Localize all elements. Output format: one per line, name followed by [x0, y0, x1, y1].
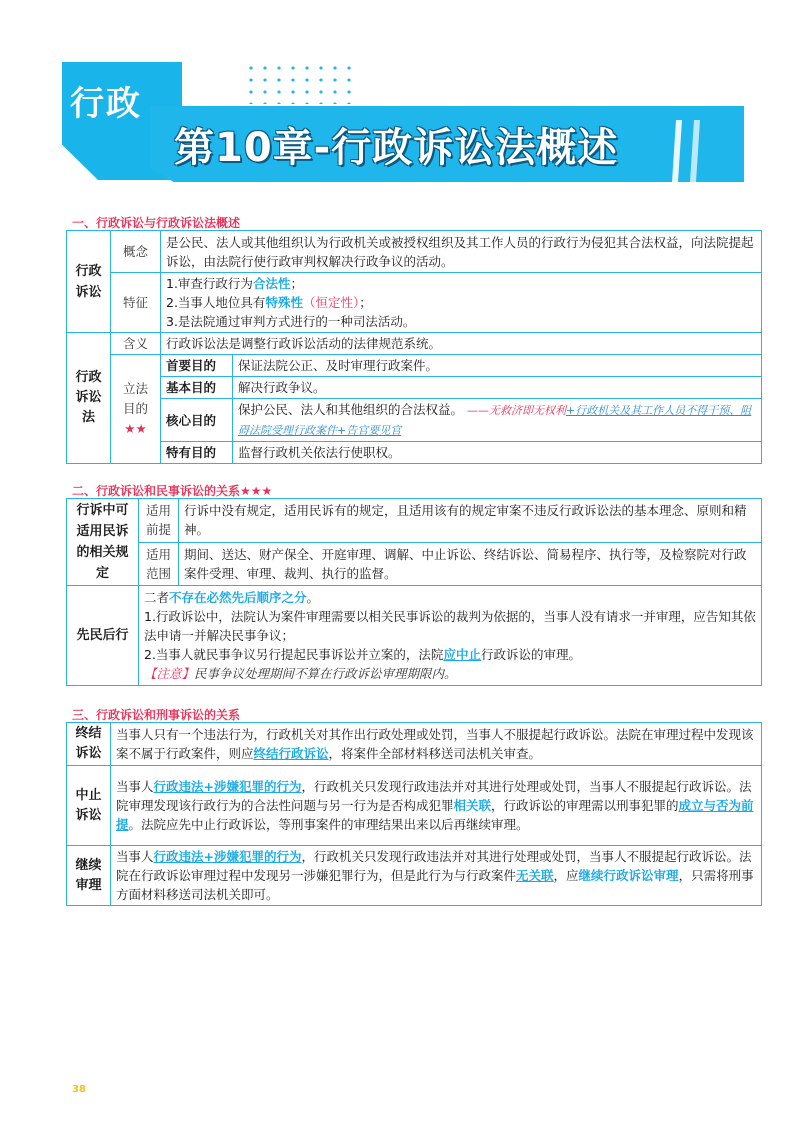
table-row — [67, 542, 762, 586]
feature-list: 1.审查行政行为合法性； 2.当事人地位具有特殊性（恒定性）； 3.是法院通过审判方式进行的一种司法活动。 — [161, 273, 762, 333]
group-head: 行政 诉讼 法 — [67, 333, 111, 464]
purpose-label: 首要目的 — [161, 355, 233, 377]
section1-title: 一、行政诉讼与行政诉讼法概述 — [72, 216, 241, 230]
group-head: 行政诉讼 — [67, 231, 111, 333]
handwritten-note: +行政机关及其工作人员不得干预、阻碍法院受理行政案件+告官要见官 — [238, 404, 752, 437]
section2-title: 二、行政诉讼和民事诉讼的关系★★★ — [72, 484, 273, 498]
table-row — [67, 442, 762, 464]
purpose-label: 特有目的 — [161, 442, 233, 464]
purpose-text: 监督行政机关依法行使职权。 — [233, 442, 762, 464]
purpose-text: 解决行政争议。 — [233, 377, 762, 399]
chapter-banner — [62, 62, 742, 182]
table-row — [67, 723, 762, 766]
group-head: 先民后行 — [67, 586, 139, 686]
concept-text: 是公民、法人或其他组织认为行政机关或被授权组织及其工作人员的行政行为侵犯其合法权益，向法院提起诉讼，由法院行使行政审判权解决行政争议的活动。 — [161, 231, 762, 273]
importance-stars: ★★ — [124, 421, 147, 436]
subject-tag: 行政 — [70, 84, 142, 124]
scope-text: 期间、送达、财产保全、开庭审理、调解、中止诉讼、终结诉讼、简易程序、执行等，及检察院对行政案件受理、审理、裁判、执行的监督。 — [179, 542, 762, 586]
continue-content: 当事人行政违法+涉嫌犯罪的行为，行政机关只发现行政违法并对其进行处理或处罚，当事人不服提起行政诉讼。法院在行政诉讼审理过程中发现另一涉嫌犯罪行为，但是此行为与行政案件无关联，应继续行政诉讼审理，只需将刑事方面材料移送司法机关即可。 — [111, 846, 762, 906]
handwritten-note: ——无救济即无权利 — [467, 404, 566, 417]
table-row — [67, 333, 762, 355]
group-head: 继续 审理 — [67, 846, 111, 906]
table-row — [67, 273, 762, 333]
section3-title: 三、行政诉讼和刑事诉讼的关系 — [72, 708, 241, 722]
table-row — [67, 377, 762, 399]
importance-stars: ★★★ — [240, 484, 273, 498]
table-row — [67, 355, 762, 377]
group-head: 终结 诉讼 — [67, 723, 111, 766]
meaning-text: 行政诉讼法是调整行政诉讼活动的法律规范系统。 — [161, 333, 762, 355]
row-label: 立法 目的 ★★ — [111, 355, 161, 464]
purpose-label: 基本目的 — [161, 377, 233, 399]
row-label: 适用前提 — [139, 499, 179, 543]
stop-content: 当事人行政违法+涉嫌犯罪的行为，行政机关只发现行政违法并对其进行处理或处罚，当事人不服提起行政诉讼。法院审理发现该行政行为的合法性问题与另一行为是否构成犯罪相关联，行政诉讼的审理需以刑事犯罪的成立与否为前提。法院应先中止行政诉讼，等刑事案件的审理结果出来以后再继续审理。 — [111, 766, 762, 846]
table-row — [67, 846, 762, 906]
order-content: 二者不存在必然先后顺序之分。 1.行政诉讼中，法院认为案件审理需要以相关民事诉讼的裁判为依据的，当事人没有请求一并审理，应告知其依法申请一并解决民事争议； 2.当事人就民事争议另行提起民事诉讼并立案的，法院应中止行政诉讼的审理。 【注意】民事争议处理期间不算在行政诉讼审理期限内。 — [139, 586, 762, 686]
purpose-label: 核心目的 — [161, 399, 233, 442]
row-label: 含义 — [111, 333, 161, 355]
table-row — [67, 399, 762, 442]
banner-dots-decoration — [244, 62, 354, 104]
table-row — [67, 766, 762, 846]
group-head: 中止 诉讼 — [67, 766, 111, 846]
group-head: 行诉中可适用民诉的相关规定 — [67, 499, 139, 586]
purpose-text: 保证法院公正、及时审理行政案件。 — [233, 355, 762, 377]
section2-table — [66, 498, 762, 686]
table-row — [67, 586, 762, 686]
table-row — [67, 231, 762, 273]
note: 【注意】民事争议处理期间不算在行政诉讼审理期限内。 — [144, 666, 457, 681]
table-row — [67, 499, 762, 543]
row-label: 概念 — [111, 231, 161, 273]
purpose-text: 保护公民、法人和其他组织的合法权益。 ——无救济即无权利+行政机关及其工作人员不得干预、阻碍法院受理行政案件+告官要见官 — [233, 399, 762, 442]
premise-text: 行诉中没有规定，适用民诉有的规定，且适用该有的规定审案不违反行政诉讼法的基本理念、原则和精神。 — [179, 499, 762, 543]
page-number: 38 — [72, 1084, 86, 1095]
section3-table — [66, 722, 762, 906]
chapter-title: 第10章-行政诉讼法概述 — [174, 125, 619, 171]
row-label: 适用范围 — [139, 542, 179, 586]
section1-table — [66, 230, 762, 464]
end-content: 当事人只有一个违法行为，行政机关对其作出行政处理或处罚，当事人不服提起行政诉讼。法院在审理过程中发现该案不属于行政案件，则应终结行政诉讼，将案件全部材料移送司法机关审查。 — [111, 723, 762, 766]
row-label: 特征 — [111, 273, 161, 333]
